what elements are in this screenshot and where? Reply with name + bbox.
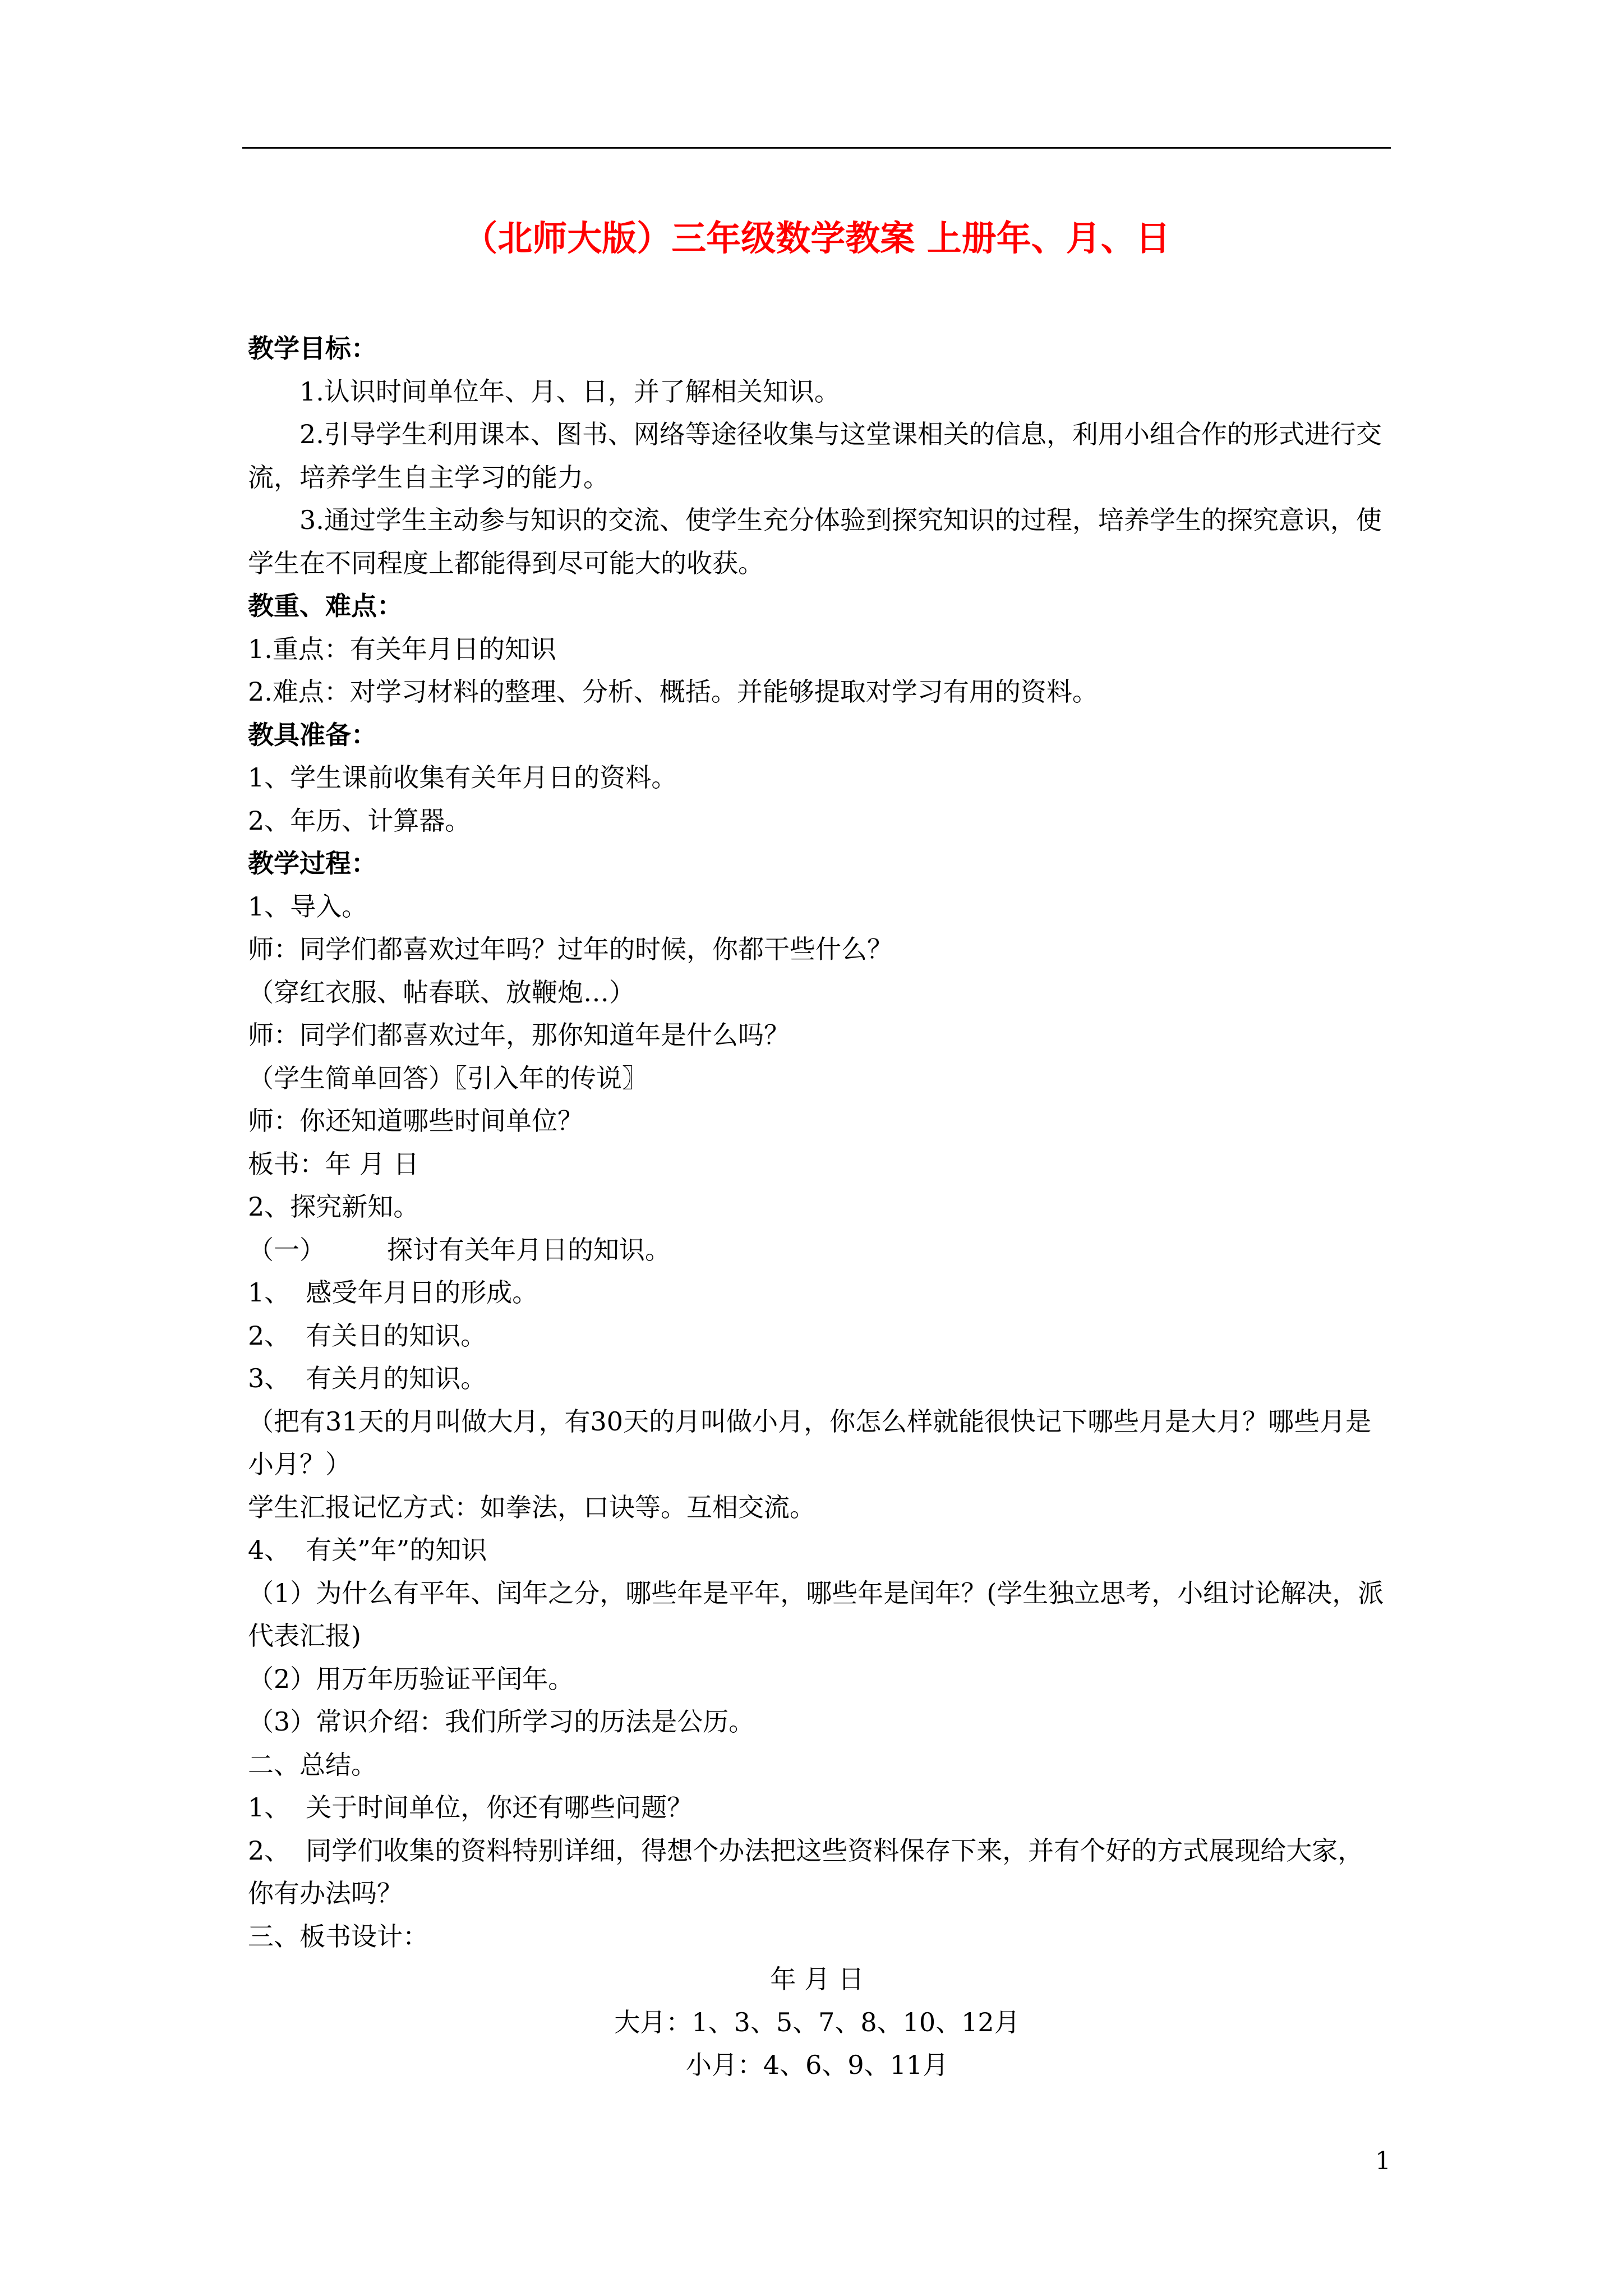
board-line: 小月：4、6、9、11月 (685, 2050, 949, 2080)
process-line: 1、导入。 (248, 891, 368, 922)
process-line: 师：同学们都喜欢过年吗？过年的时候，你都干些什么？ (248, 934, 893, 964)
process-line: 2、探究新知。 (248, 1191, 419, 1222)
year-item: （2）用万年历验证平闰年。 (248, 1663, 574, 1694)
document-body (248, 327, 1386, 2087)
board-line: 大月：1、3、5、7、8、10、12月 (614, 2007, 1020, 2037)
goal-item: 2.引导学生利用课本、图书、网络等途径收集与这堂课相关的信息，利用小组合作的形式进行交流，培养学生自主学习的能力。 (248, 419, 1382, 493)
page-number: 1 (1375, 2147, 1391, 2175)
month-note: （把有31天的月叫做大月，有30天的月叫做小月，你怎么样就能很快记下哪些月是大月？哪些月是小月？） (248, 1406, 1372, 1479)
item-text: 关于时间单位，你还有哪些问题？ (306, 1792, 693, 1823)
numbered-item (248, 1529, 1386, 1572)
summary-item (248, 1829, 1386, 1915)
summary-heading: 二、总结。 (248, 1749, 377, 1780)
process-heading: 教学过程： (248, 848, 377, 878)
board-line: 年 月 日 (770, 1964, 864, 1994)
prep-item: 2、年历、计算器。 (248, 805, 471, 836)
item-text: 有关日的知识。 (306, 1320, 487, 1351)
process-line: （学生简单回答）〖引入年的传说〗 (248, 1062, 648, 1093)
item-number: 1、 (248, 1277, 291, 1308)
goals-heading: 教学目标： (248, 333, 377, 364)
prep-heading: 教具准备： (248, 719, 377, 750)
report-line: 学生汇报记忆方式：如拳法，口诀等。互相交流。 (248, 1492, 815, 1522)
goal-item: 3.通过学生主动参与知识的交流、使学生充分体验到探究知识的过程，培养学生的探究意识，使学生在不同程度上都能得到尽可能大的收获。 (248, 505, 1382, 578)
summary-item (248, 1786, 1386, 1829)
item-text: 有关”年”的知识 (306, 1535, 487, 1565)
year-item: （1）为什么有平年、闰年之分，哪些年是平年，哪些年是闰年？(学生独立思考，小组讨论解决，派代表汇报) (248, 1577, 1384, 1651)
numbered-item (248, 1271, 1386, 1314)
item-number: 1、 (248, 1792, 291, 1823)
process-line: 师：同学们都喜欢过年，那你知道年是什么吗？ (248, 1020, 790, 1050)
item-number: 2、 (248, 1835, 291, 1866)
process-line: （穿红衣服、帖春联、放鞭炮…） (248, 977, 635, 1007)
subsection-one-label: （一） (248, 1234, 325, 1265)
subsection-one (248, 1228, 1386, 1272)
item-number: 3、 (248, 1363, 291, 1393)
process-line: 板书：年 月 日 (248, 1148, 419, 1179)
item-number: 4、 (248, 1535, 291, 1565)
key-points-heading: 教重、难点： (248, 591, 403, 621)
item-text: 有关月的知识。 (306, 1363, 487, 1393)
item-text: 同学们收集的资料特别详细，得想个办法把这些资料保存下来，并有个好的方式展现给大家，你有办法吗？ (248, 1835, 1364, 1908)
header-rule (242, 147, 1391, 149)
prep-item: 1、学生课前收集有关年月日的资料。 (248, 762, 677, 793)
year-item: （3）常识介绍：我们所学习的历法是公历。 (248, 1706, 755, 1737)
item-number: 2、 (248, 1320, 291, 1351)
goal-item: 1.认识时间单位年、月、日，并了解相关知识。 (299, 376, 840, 407)
board-heading: 三、板书设计： (248, 1921, 428, 1952)
document-title: （北师大版）三年级数学教案 上册年、月、日 (463, 218, 1170, 259)
key-point-item: 2.难点：对学习材料的整理、分析、概括。并能够提取对学习有用的资料。 (248, 677, 1098, 707)
subsection-one-text: 探讨有关年月日的知识。 (387, 1234, 671, 1265)
numbered-item (248, 1314, 1386, 1358)
process-line: 师：你还知道哪些时间单位？ (248, 1106, 583, 1136)
item-text: 感受年月日的形成。 (306, 1277, 538, 1308)
numbered-item (248, 1357, 1386, 1400)
key-point-item: 1.重点：有关年月日的知识 (248, 633, 556, 664)
